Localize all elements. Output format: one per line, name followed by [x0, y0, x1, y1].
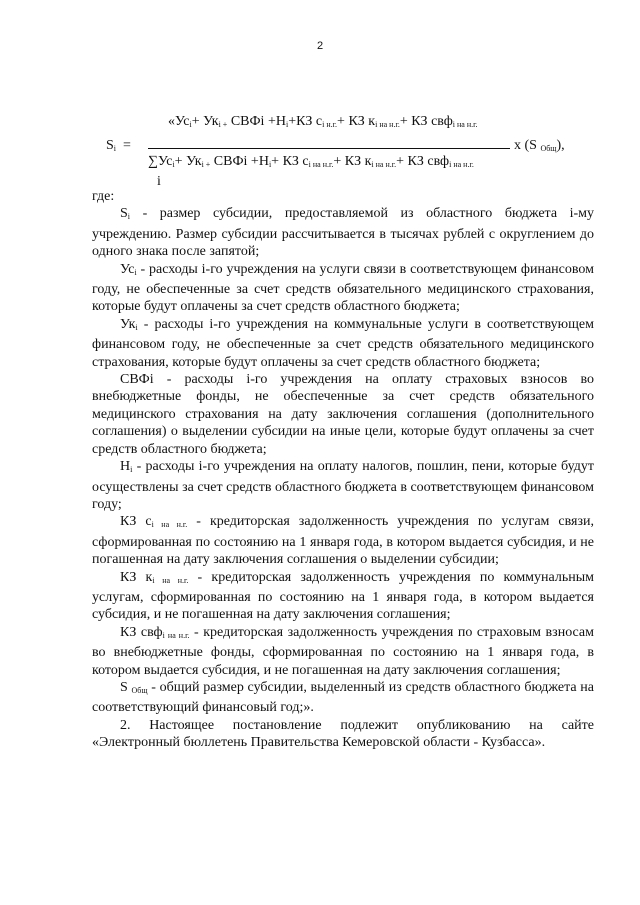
subscript: i на н.г. — [162, 630, 190, 640]
text-run: x (S — [514, 138, 541, 153]
text-run: ∑Ус — [148, 154, 173, 169]
text-run: ), — [556, 138, 565, 153]
text-run: Ук — [120, 316, 136, 332]
subscript: Общ — [540, 144, 557, 153]
subscript: i — [189, 120, 192, 129]
text-run: + Ук — [191, 114, 219, 129]
subscript: i — [135, 322, 138, 332]
subscript: i на н.г. — [375, 120, 400, 129]
subscript: i на н.г. — [371, 160, 397, 169]
paragraph — [92, 458, 594, 513]
text-run: - расходы i-го учреждения на коммунальные услуги в соответствующем финансовом году, не обеспеченные за счет средств обязательного медицинского страхования, которые будут оплачены за счет средств областного бюджета; — [92, 316, 594, 370]
page-number: 2 — [316, 40, 324, 52]
paragraph — [92, 188, 594, 205]
paragraph — [92, 717, 594, 752]
subsidy-formula — [0, 110, 640, 190]
text-run: - расходы i-го учреждения на оплату налогов, пошлин, пени, которые будут осуществлены за счет средств областного бюджета в соответствующем финансовом году; — [92, 459, 594, 512]
text-run: СВФi - расходы i-го учреждения на оплату страховых взносов во внебюджетные фонды, не обеспеченные за счет средств обязательного медицинского страхования на дату заключения соглашения (дополнительного соглашения) о выделении субсидии на иные цели, которые будут оплачены за счет средств областного бюджета; — [92, 372, 594, 457]
paragraph — [92, 371, 594, 458]
subscript: i + — [201, 160, 211, 169]
text-run: Ус — [120, 261, 135, 277]
subscript: i на н.г. — [449, 160, 474, 169]
text-run: +КЗ с — [288, 114, 323, 129]
subscript: i — [172, 160, 175, 169]
text-run: + КЗ к — [333, 154, 372, 169]
text-run: + КЗ свф — [396, 154, 450, 169]
paragraph — [92, 261, 594, 316]
formula-lhs-symbol: S — [106, 138, 114, 153]
subscript: i — [130, 465, 133, 475]
subscript: i + — [218, 120, 228, 129]
text-run: S — [120, 679, 132, 695]
text-run: - общий размер субсидии, выделенный из средств областного бюджета на соответствующий финансовый год;». — [92, 679, 594, 716]
text-run: КЗ свф — [120, 624, 163, 640]
paragraph — [92, 316, 594, 371]
subscript: i — [268, 160, 272, 169]
text-run: «Ус — [168, 114, 190, 129]
subscript: i на н.г. — [308, 160, 334, 169]
text-run: КЗ к — [120, 569, 153, 585]
subscript: Общ — [131, 685, 148, 695]
paragraph — [92, 624, 594, 679]
text-run: Н — [120, 459, 131, 475]
text-run: СВФi +Н — [227, 114, 286, 129]
text-run: - расходы i-го учреждения на услуги связи в соответствующем финансовом году, не обеспеченные за счет средств обязательного медицинского страхования, которые будут оплачены за счет средств областного бюджета; — [92, 261, 594, 315]
formula-equals: = — [123, 138, 131, 153]
sum-index: i — [157, 174, 161, 189]
text-run: где: — [92, 189, 115, 204]
formula-denominator — [148, 154, 474, 170]
formula-multiplier — [514, 138, 565, 154]
formula-lhs — [106, 138, 131, 154]
text-run: - размер субсидии, предоставляемой из областного бюджета i-му учреждению. Размер субсидии рассчитывается в тысячах рублей с округлением до одного знака после запятой; — [92, 206, 594, 260]
text-run: - кредиторская задолженность учреждения по услугам связи, сформированная по состоянию на 1 января года, в котором выдается субсидия, и не погашенная на дату заключения соглашения о выделении субсидии; — [92, 514, 595, 568]
paragraph — [92, 205, 594, 260]
fraction-bar — [148, 148, 510, 149]
subscript: i н.г. — [322, 120, 338, 129]
text-run: S — [120, 206, 128, 222]
paragraph — [92, 569, 594, 624]
formula-numerator — [168, 114, 478, 130]
subscript: i — [134, 267, 137, 277]
text-run: + КЗ к — [337, 114, 376, 129]
text-run: + КЗ свф — [399, 114, 453, 129]
document-body — [92, 188, 594, 752]
paragraph — [92, 513, 594, 568]
text-run: - кредиторская задолженность учреждения по коммунальным услугам, сформированная по состоянию на 1 января года, в котором выдается субсидия, и не погашенная на дату заключения соглашения; — [92, 569, 595, 623]
text-run: КЗ с — [120, 514, 152, 530]
subscript: i — [127, 212, 131, 222]
text-run: + КЗ с — [271, 154, 309, 169]
subscript: i — [285, 120, 289, 129]
subscript: i на н.г. — [452, 120, 478, 129]
subscript: i на н.г. — [151, 520, 188, 530]
paragraph — [92, 679, 594, 717]
formula-lhs-subscript: i — [113, 144, 117, 153]
text-run: СВФi +Н — [210, 154, 269, 169]
text-run: 2. Настоящее постановление подлежит опубликованию на сайте «Электронный бюллетень Правительства Кемеровской области - Кузбасса». — [92, 717, 594, 751]
text-run: - кредиторская задолженность учреждения по страховым взносам во внебюджетные фонды, сформированная по состоянию на 1 января года, в котором выдается субсидия, и не погашенная на дату заключения соглашения; — [92, 624, 594, 678]
text-run: + Ук — [174, 154, 202, 169]
subscript: i на н.г. — [152, 575, 189, 585]
